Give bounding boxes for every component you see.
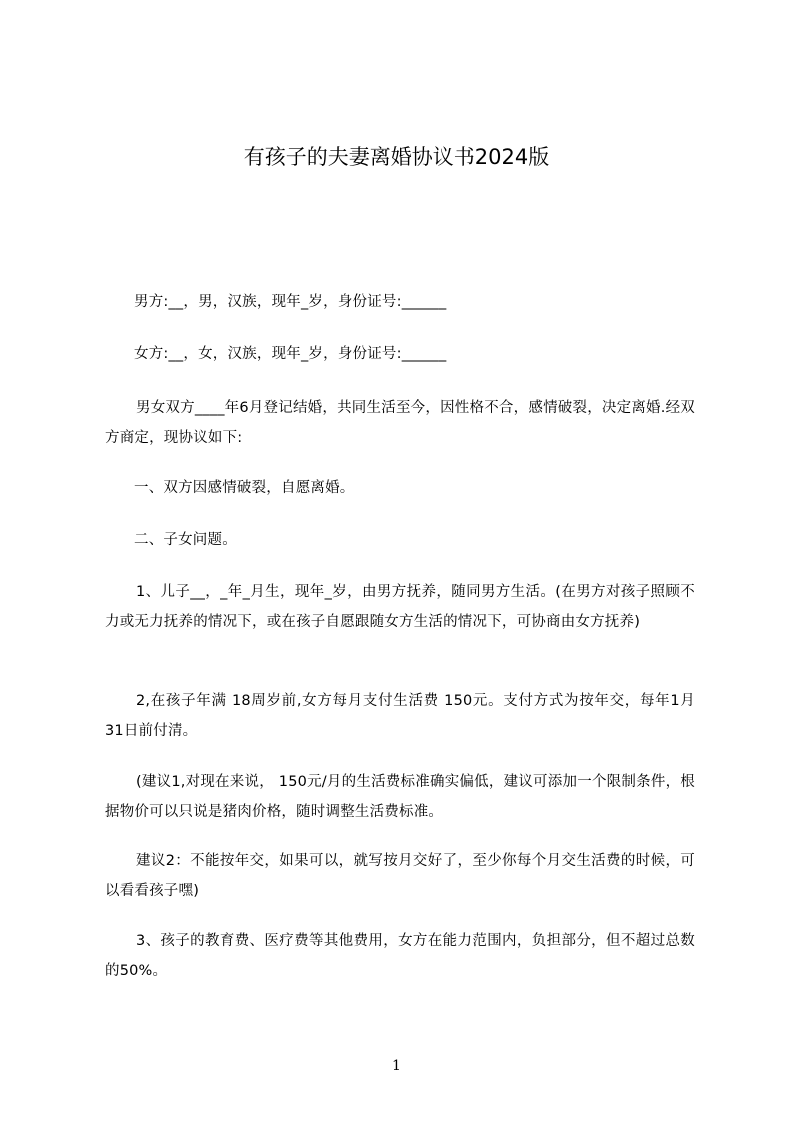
page-number: 1 — [392, 1058, 401, 1074]
paragraph-female-party: 女方:__，女，汉族，现年_岁，身份证号:______ — [134, 346, 447, 362]
paragraph-marriage-intro: 男女双方____年6月登记结婚，共同生活至今，因性格不合，感情破裂，决定离婚.经双方商定，现协议如下: — [105, 400, 695, 446]
paragraph-child-custody: 1、儿子__，_年_月生，现年_岁，由男方抚养，随同男方生活。(在男方对孩子照顾不力或无力抚养的情况下，或在孩子自愿跟随女方生活的情况下，可协商由女方抚养) — [105, 584, 695, 630]
paragraph-male-party: 男方:__，男，汉族，现年_岁，身份证号:______ — [134, 294, 447, 310]
paragraph-education-costs: 3、孩子的教育费、医疗费等其他费用，女方在能力范围内，负担部分，但不超过总数的50%。 — [105, 933, 695, 979]
paragraph-clause-2-heading: 二、子女问题。 — [134, 532, 237, 548]
paragraph-suggestion-1: (建议1,对现在来说， 150元/月的生活费标准确实偏低，建议可添加一个限制条件，根据物价可以只说是猪肉价格，随时调整生活费标准。 — [105, 774, 695, 820]
paragraph-child-support: 2,在孩子年满 18周岁前,女方每月支付生活费 150元。支付方式为按年交，每年1月31日前付清。 — [105, 693, 695, 739]
paragraph-clause-1: 一、双方因感情破裂，自愿离婚。 — [134, 480, 355, 496]
paragraph-suggestion-2: 建议2：不能按年交，如果可以，就写按月交好了，至少你每个月交生活费的时候，可以看看孩子嘿) — [105, 853, 695, 899]
document-title: 有孩子的夫妻离婚协议书2024版 — [243, 145, 550, 169]
